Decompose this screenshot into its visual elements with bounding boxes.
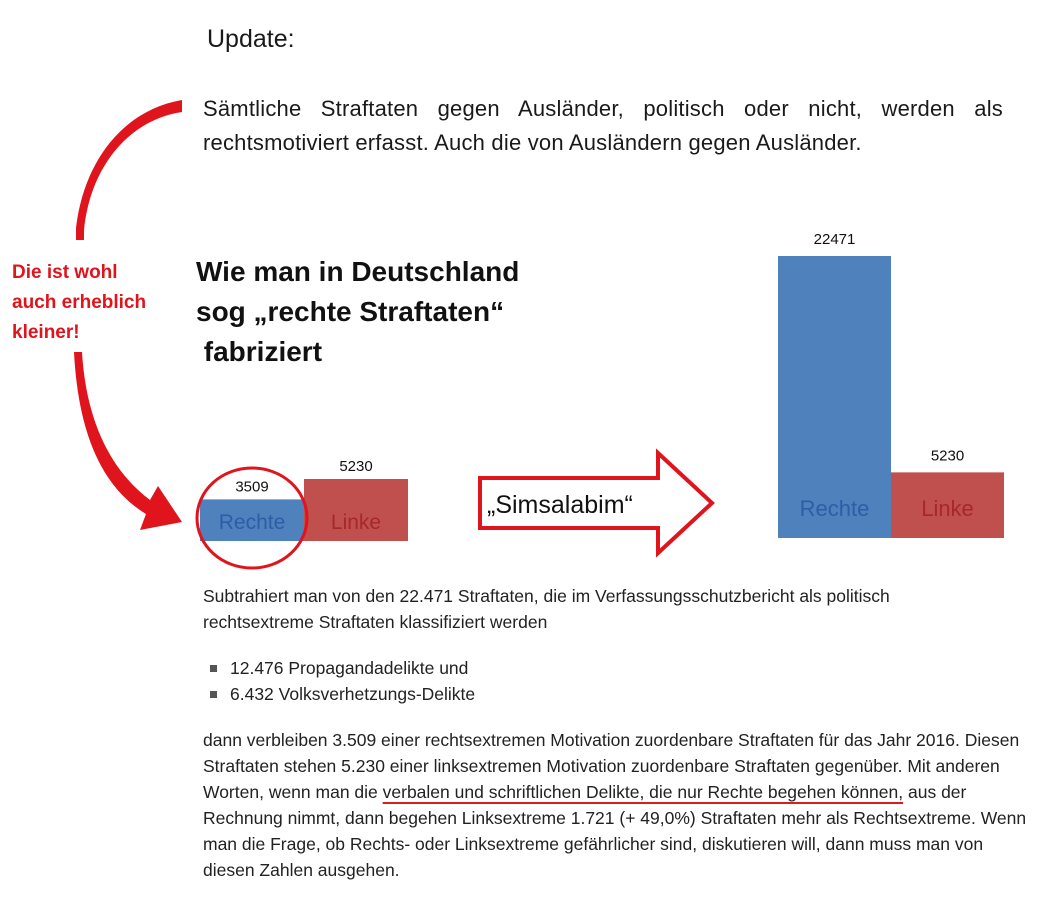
arrow-label: „Simsalabim“ [487, 491, 633, 519]
curved-arrow-icon [76, 100, 182, 240]
value-label: 3509 [235, 478, 269, 496]
category-label: Linke [330, 511, 382, 534]
paragraph-2 [203, 727, 1033, 883]
paragraph-2-text: aus der Rechnung nimmt, dann begehen Linksextreme 1.721 (+ 49,0%) Straftaten mehr als Rechtsextreme. Wenn man die Frage, ob Rechts- oder Linksextreme gefährlicher sind, diskutieren will, dann muss man von diesen Zahlen ausgehen. [203, 782, 1027, 880]
side-note-line: auch erheblich [12, 292, 147, 313]
value-label: 5230 [339, 458, 373, 475]
side-note-line: Die ist wohl [12, 262, 118, 283]
value-label: 5230 [930, 447, 965, 465]
category-label: Rechte [799, 496, 870, 521]
headline-line: sog „rechte Straftaten“ [196, 296, 505, 327]
side-note-line: kleiner! [12, 322, 80, 343]
value-label: 22471 [813, 231, 856, 248]
update-label: Update: [207, 25, 295, 53]
list-item: 6.432 Volksverhetzungs-Delikte [210, 681, 475, 707]
category-label: Rechte [218, 511, 286, 534]
headline-line: fabriziert [196, 336, 323, 367]
paragraph-1: Subtrahiert man von den 22.471 Straftaten, die im Verfassungsschutzbericht als politisch rechtsextreme Straftaten klassifiziert werden [203, 586, 890, 632]
big-bar-chart [778, 231, 1004, 538]
bullet-list [210, 655, 475, 707]
category-label: Linke [921, 496, 974, 521]
curved-arrow-icon [74, 352, 182, 530]
list-item: 12.476 Propagandadelikte und [210, 655, 475, 681]
headline-line: Wie man in Deutschland [196, 256, 520, 287]
intro-text: Sämtliche Straftaten gegen Ausländer, politisch oder nicht, werden als rechtsmotiviert erfasst. Auch die von Ausländern gegen Ausländer. [203, 96, 1003, 155]
paragraph-2-text: dann verbleiben 3.509 einer rechtsextremen Motivation zuordenbare Straftaten für das Jahr 2016. Diesen Straftaten stehen 5.230 einer linksextremen Motivation zuordenbare Straftaten gegenüber. Mit anderen Worten, wenn man die [203, 730, 1020, 802]
underlined-phrase: verbalen und schriftlichen Delikte, die nur Rechte begehen können, [382, 782, 904, 802]
